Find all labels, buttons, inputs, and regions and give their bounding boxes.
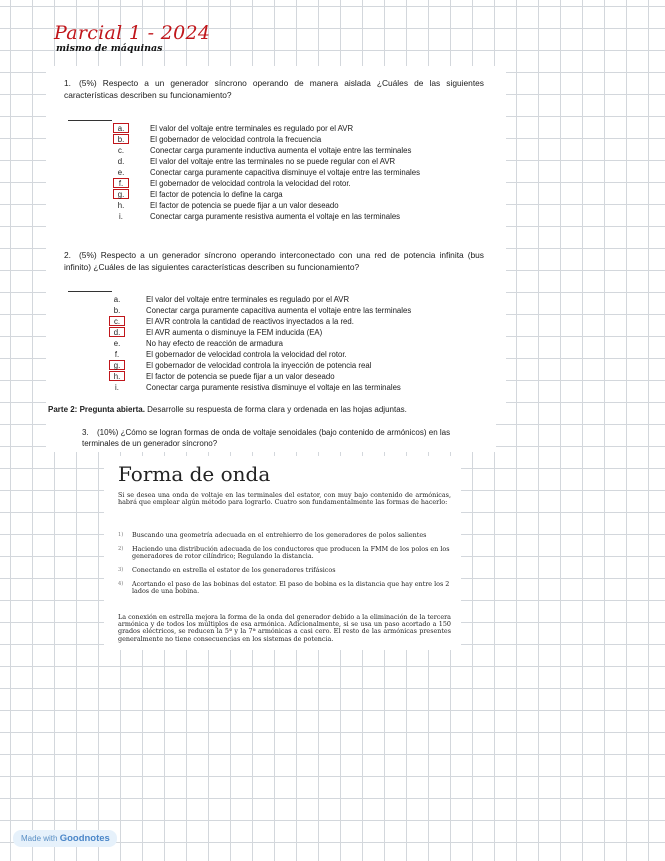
option-letter: g.: [113, 189, 129, 199]
part2-heading: [48, 405, 407, 414]
item-text: Haciendo una distribución adecuada de los conductores que producen la FMM de los polos en los generadores de rotor cilíndrico; Regulando la distancia.: [132, 545, 450, 561]
option-letter: d.: [117, 157, 125, 166]
goodnotes-logo: Goodnotes: [59, 833, 110, 844]
question-number: 3.: [82, 428, 89, 437]
option-letter: e.: [113, 339, 121, 348]
option-text: El factor de potencia se puede fijar a un valor deseado: [150, 201, 339, 210]
question-text: (10%) ¿Cómo se logran formas de onda de voltaje senoidales (bajo contenido de armónicos) en las terminales de un generador síncrono?: [82, 428, 451, 448]
answer-item: [118, 567, 451, 574]
answer-conclusion: La conexión en estrella mejora la forma de la onda del generador debido a la eliminación de la tercera armónica y de todos los múltiplos de esa armónica. Adicionalmente, si se usa un paso acortado a 150 grados eléctricos, se reducen la 5ª y la 7ª armónicas a casi cero. El resto de las armónicas presentes generalmente no tiene consecuencias en los sistemas de potencia.: [118, 613, 451, 643]
option-text: El gobernador de velocidad controla la frecuencia: [150, 135, 322, 144]
answer-snippet: [104, 456, 461, 650]
option-letter: i.: [115, 383, 119, 392]
option-letter: b.: [113, 134, 129, 144]
option-letter: b.: [113, 306, 121, 315]
answer-intro: Si se desea una onda de voltaje en las terminales del estator, con muy bajo contenido de armónicas, habrá que emplear algún método para lograrlo. Cuatro son fundamentalmente las formas de hacerlo:: [118, 491, 451, 507]
question-number: 1.: [64, 78, 71, 88]
answer-blank-line: [68, 291, 112, 292]
option-letter: c.: [117, 146, 125, 155]
item-text: Acortando el paso de las bobinas del estator. El paso de bobina es la distancia que hay entre los 2 lados de una bobina.: [132, 580, 450, 596]
option-text: El valor del voltaje entre terminales es regulado por el AVR: [146, 295, 350, 304]
item-number: 1): [118, 532, 124, 538]
part2-instructions: Desarrolle su respuesta de forma clara y ordenada en las hojas adjuntas.: [147, 405, 407, 414]
option-letter: f.: [113, 178, 129, 188]
option-text: El factor de potencia se puede fijar a un valor deseado: [146, 372, 335, 381]
option-letter: a.: [113, 295, 121, 304]
option-text: El gobernador de velocidad controla la velocidad del rotor.: [150, 179, 351, 188]
question-2: [64, 250, 484, 273]
item-number: 3): [118, 567, 124, 573]
option-letter: a.: [113, 123, 129, 133]
goodnotes-badge: [13, 830, 117, 847]
handwritten-subtitle: mismo de máquinas: [56, 43, 163, 54]
question-text: (5%) Respecto a un generador síncrono operando interconectado con una red de potencia infinita (bus infinito) ¿Cuáles de las siguientes características describen su funcionamiento?: [64, 250, 484, 272]
option-letter: d.: [109, 327, 125, 337]
option-text: El valor del voltaje entre las terminales no se puede regular con el AVR: [150, 157, 396, 166]
option-letter: f.: [114, 350, 120, 359]
option-text: Conectar carga puramente capacitiva disminuye el voltaje entre las terminales: [150, 168, 420, 177]
item-text: Conectando en estrella el estator de los generadores trifásicos: [132, 566, 336, 574]
item-number: 4): [118, 581, 124, 587]
answer-title: Forma de onda: [118, 462, 271, 486]
option-text: El gobernador de velocidad controla la velocidad del rotor.: [146, 350, 347, 359]
option-letter: h.: [109, 371, 125, 381]
option-text: Conectar carga puramente resistiva aumenta el voltaje en las terminales: [150, 212, 401, 221]
option-text: El factor de potencia lo define la carga: [150, 190, 283, 199]
option-letter: e.: [117, 168, 125, 177]
part2-label: Parte 2: Pregunta abierta.: [48, 405, 145, 414]
question-1: [64, 78, 484, 101]
answer-item: [118, 532, 451, 539]
handwritten-title: Parcial 1 - 2024: [54, 22, 211, 44]
option-letter: h.: [117, 201, 125, 210]
option-text: El gobernador de velocidad controla la inyección de potencia real: [146, 361, 372, 370]
option-letter: i.: [119, 212, 123, 221]
option-text: El AVR controla la cantidad de reactivos inyectados a la red.: [146, 317, 354, 326]
answer-item: [118, 546, 451, 560]
option-text: No hay efecto de reacción de armadura: [146, 339, 283, 348]
question-number: 2.: [64, 250, 71, 260]
question-3: [82, 428, 487, 449]
item-number: 2): [118, 546, 124, 552]
answer-item: [118, 581, 451, 595]
option-text: El AVR aumenta o disminuye la FEM inducida (EA): [146, 328, 323, 337]
badge-prefix: Made with: [21, 834, 58, 843]
option-text: Conectar carga puramente inductiva aumenta el voltaje entre las terminales: [150, 146, 412, 155]
answer-blank-line: [68, 120, 112, 121]
item-text: Buscando una geometría adecuada en el entrehierro de los generadores de polos salientes: [132, 531, 427, 539]
option-letter: c.: [109, 316, 125, 326]
option-text: Conectar carga puramente resistiva disminuye el voltaje en las terminales: [146, 383, 401, 392]
question-text: (5%) Respecto a un generador síncrono operando de manera aislada ¿Cuáles de las siguientes características describen su funcionamiento?: [64, 78, 484, 100]
option-text: El valor del voltaje entre terminales es regulado por el AVR: [150, 124, 354, 133]
option-letter: g.: [109, 360, 125, 370]
option-text: Conectar carga puramente capacitiva aumenta el voltaje entre las terminales: [146, 306, 412, 315]
